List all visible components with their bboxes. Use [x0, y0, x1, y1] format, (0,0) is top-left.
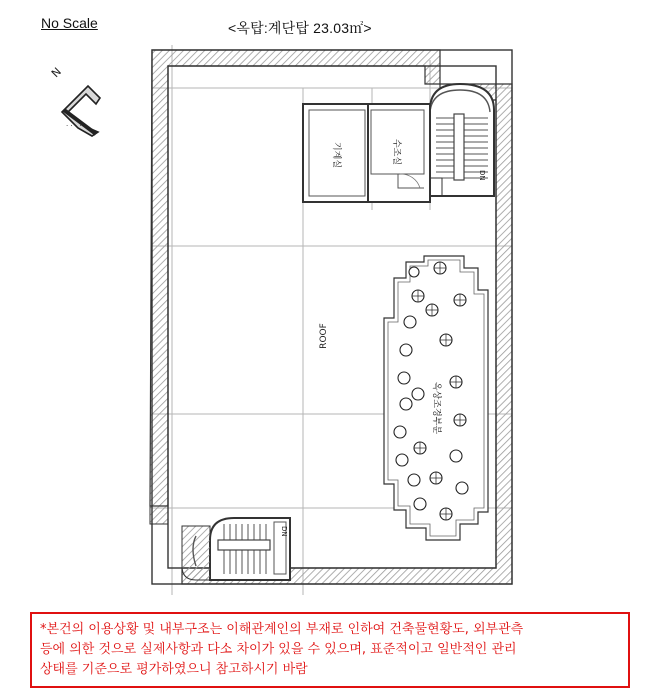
- stair-mark-top: DN: [478, 170, 486, 181]
- disclaimer-line-2: 등에 의한 것으로 실제사항과 다소 차이가 있을 수 있으며, 표준적이고 일반적인 관리: [40, 642, 517, 657]
- disclaimer-line-1: *본건의 이용상황 및 내부구조는 이해관계인의 부재로 인하여 건축물현황도, 외부관측: [40, 622, 524, 637]
- stair-mark-bottom: DN: [280, 526, 288, 537]
- north-arrow-icon: [49, 65, 100, 136]
- room-left-label: 기계실: [331, 141, 341, 169]
- room-right-label: 수조실: [391, 138, 401, 166]
- stair-tower-bottom: [182, 518, 290, 580]
- landscape-label: 옥상조경부분: [431, 381, 441, 435]
- appraisal-disclaimer: [30, 612, 630, 688]
- stair-tower-top: [430, 84, 494, 196]
- scale-note: No Scale: [41, 15, 98, 31]
- plan-title: <옥탑:계단탑 23.03㎡>: [228, 20, 372, 36]
- landscape-area: [384, 256, 488, 540]
- utility-rooms: [303, 104, 430, 202]
- svg-text:N: N: [48, 65, 64, 81]
- roof-label: ROOF: [319, 323, 329, 349]
- disclaimer-line-3: 상태를 기준으로 평가하였으니 참고하시기 바람: [40, 662, 308, 677]
- svg-text:· · · ·: · · · ·: [66, 122, 82, 130]
